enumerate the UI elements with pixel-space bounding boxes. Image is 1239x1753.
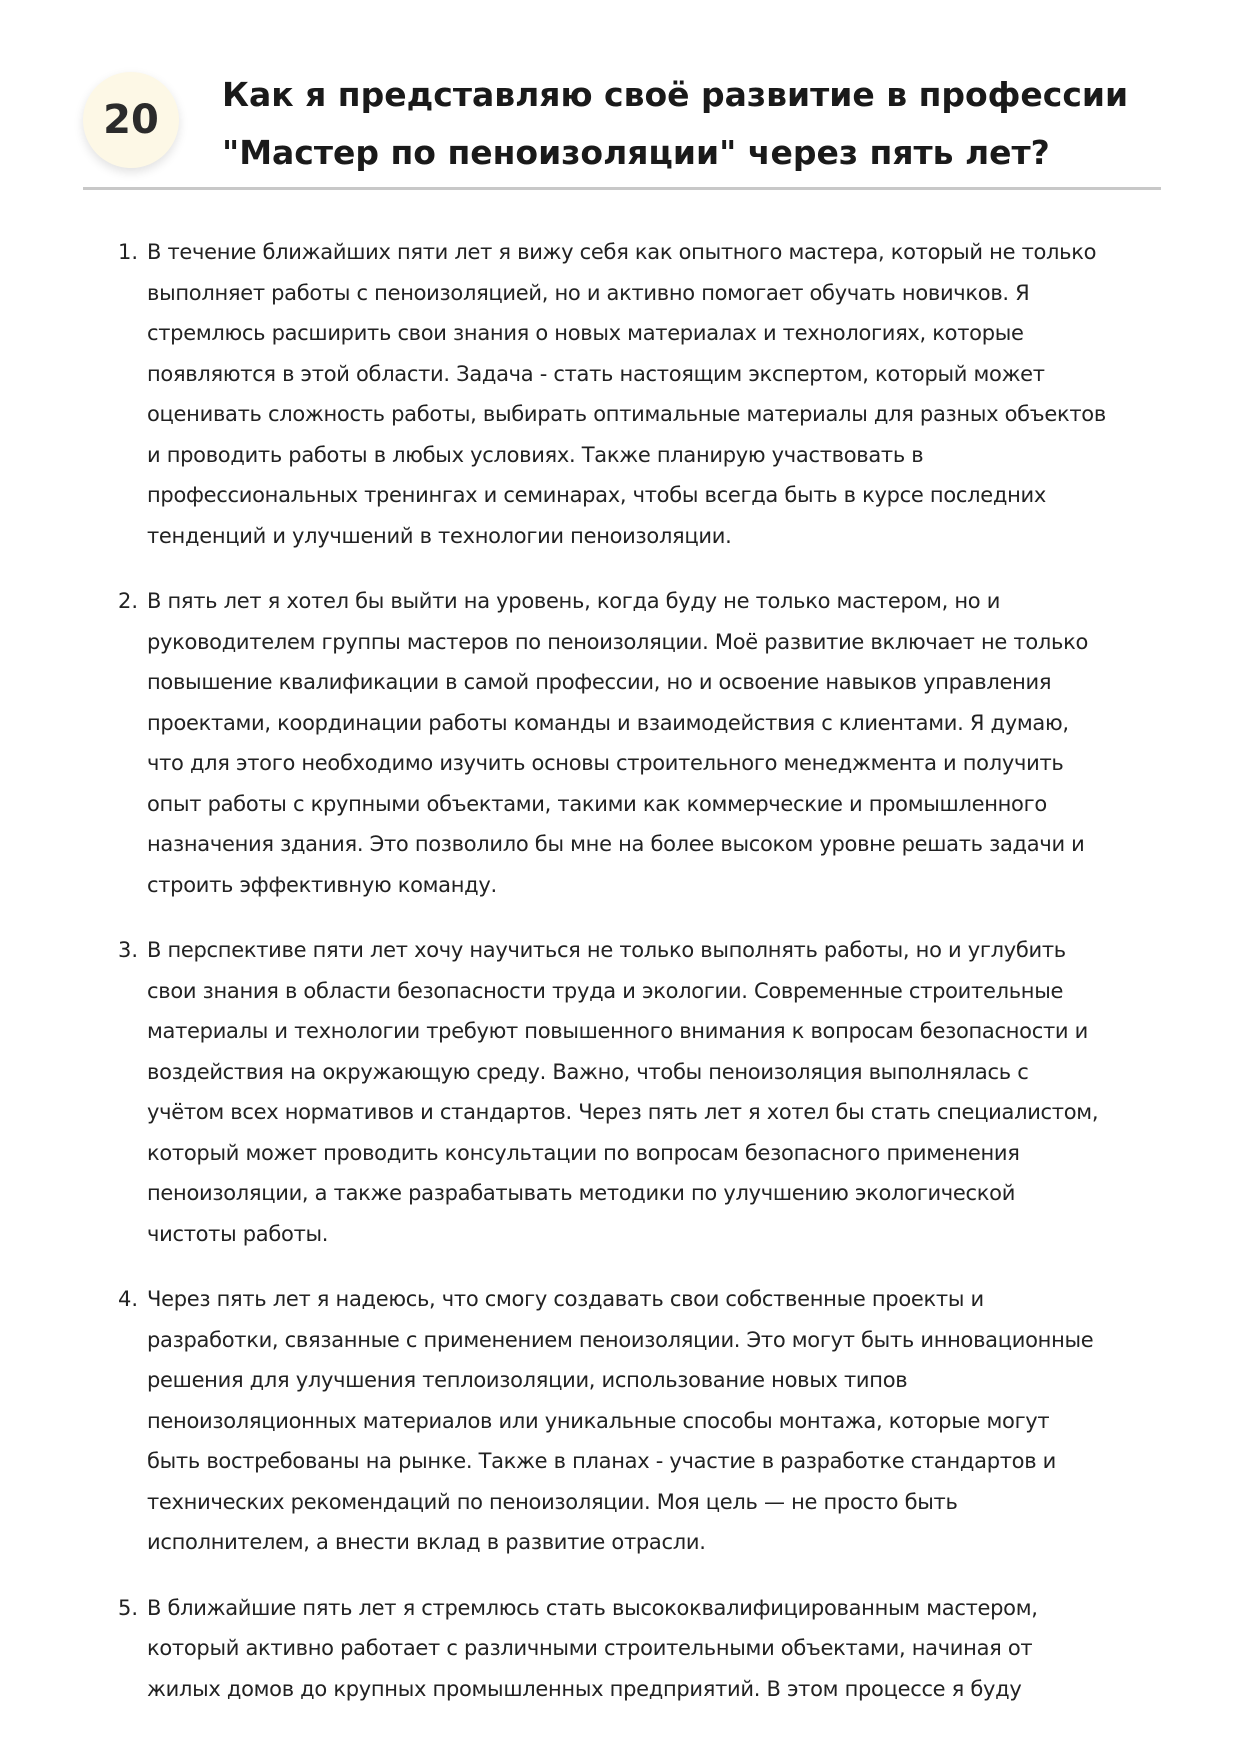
header-divider (83, 187, 1161, 190)
list-item-text-line: свои знания в области безопасности труда и экологии. Современные строительные (147, 978, 1064, 1003)
list-item-text-line: разработки, связанные с применением пеноизоляции. Это могут быть инновационные (147, 1327, 1094, 1352)
title-line: Как я представляю своё развитие в профессии (222, 75, 1129, 114)
list-item-text-line: жилых домов до крупных промышленных предприятий. В этом процессе я буду (147, 1676, 1022, 1701)
list-item (110, 1588, 1170, 1710)
list-item-text-line: руководителем группы мастеров по пеноизоляции. Моё развитие включает не только (147, 629, 1089, 654)
title-line: "Мастер по пеноизоляции" через пять лет? (222, 133, 1050, 172)
list-item-number: 1. (118, 240, 139, 264)
list-item-text-line: чистоты работы. (147, 1221, 329, 1246)
question-number-badge: 20 (83, 72, 179, 168)
list-item-text-line: профессиональных тренингах и семинарах, чтобы всегда быть в курсе последних (147, 483, 1047, 507)
list-item-text-line: проектами, координации работы команды и взаимодействия с клиентами. Я думаю, (147, 710, 1069, 735)
list-item-text-line: что для этого необходимо изучить основы строительного менеджмента и получить (147, 751, 1064, 775)
list-item-text-line: пеноизоляционных материалов или уникальные способы монтажа, которые могут (147, 1408, 1050, 1433)
question-header (83, 60, 1161, 188)
list-item-text-line: опыт работы с крупными объектами, такими как коммерческие и промышленного (147, 791, 1047, 816)
list-item-text-line: В пять лет я хотел бы выйти на уровень, когда буду не только мастером, но и (147, 589, 1001, 613)
list-item-text-line: выполняет работы с пеноизоляцией, но и активно помогает обучать новичков. Я (147, 280, 1030, 305)
answer-list (110, 232, 1170, 1734)
list-item-text-line: пеноизоляции, а также разрабатывать методики по улучшению экологической (147, 1181, 1016, 1205)
list-item (110, 581, 1170, 905)
list-item-text-line: воздействия на окружающую среду. Важно, чтобы пеноизоляция выполнялась с (147, 1059, 1029, 1084)
list-item-text-line: исполнителем, а внести вклад в развитие отрасли. (147, 1530, 706, 1554)
list-item-text-line: и проводить работы в любых условиях. Также планирую участвовать в (147, 442, 924, 467)
list-item-text-line: технических рекомендаций по пеноизоляции. Моя цель — не просто быть (147, 1489, 958, 1514)
list-item-text-line: строить эффективную команду. (147, 872, 497, 897)
list-item-number: 3. (118, 938, 139, 962)
list-item (110, 1279, 1170, 1563)
list-item-text-line: В ближайшие пять лет я стремлюсь стать высококвалифицированным мастером, (147, 1595, 1038, 1620)
question-title (222, 66, 1162, 182)
list-item-number: 5. (118, 1595, 139, 1620)
list-item-text-line: В перспективе пяти лет хочу научиться не только выполнять работы, но и углубить (147, 938, 1066, 962)
list-item-text-line: который активно работает с различными строительными объектами, начиная от (147, 1636, 1033, 1660)
list-item-text-line: решения для улучшения теплоизоляции, использование новых типов (147, 1368, 908, 1392)
list-item-text-line: стремлюсь расширить свои знания о новых материалах и технологиях, которые (147, 321, 1024, 345)
list-item-text-line: материалы и технологии требуют повышенного внимания к вопросам безопасности и (147, 1019, 1088, 1043)
list-item (110, 232, 1170, 556)
list-item-number: 4. (118, 1287, 139, 1311)
list-item-text-line: тенденций и улучшений в технологии пеноизоляции. (147, 523, 732, 548)
list-item-text-line: который может проводить консультации по вопросам безопасного применения (147, 1140, 1020, 1165)
list-item-text-line: назначения здания. Это позволило бы мне на более высоком уровне решать задачи и (147, 832, 1085, 856)
list-item-text-line: появляются в этой области. Задача - стать настоящим экспертом, который может (147, 361, 1045, 386)
list-item-number: 2. (118, 589, 139, 613)
list-item-text-line: В течение ближайших пяти лет я вижу себя как опытного мастера, который не только (147, 240, 1097, 264)
list-item-text-line: Через пять лет я надеюсь, что смогу создавать свои собственные проекты и (147, 1287, 984, 1311)
list-item-text-line: учётом всех нормативов и стандартов. Через пять лет я хотел бы стать специалистом, (147, 1100, 1099, 1124)
list-item-text-line: повышение квалификации в самой профессии, но и освоение навыков управления (147, 670, 1052, 694)
list-item-text-line: оценивать сложность работы, выбирать оптимальные материалы для разных объектов (147, 402, 1106, 426)
list-item-text-line: быть востребованы на рынке. Также в планах - участие в разработке стандартов и (147, 1449, 1057, 1473)
list-item (110, 930, 1170, 1254)
